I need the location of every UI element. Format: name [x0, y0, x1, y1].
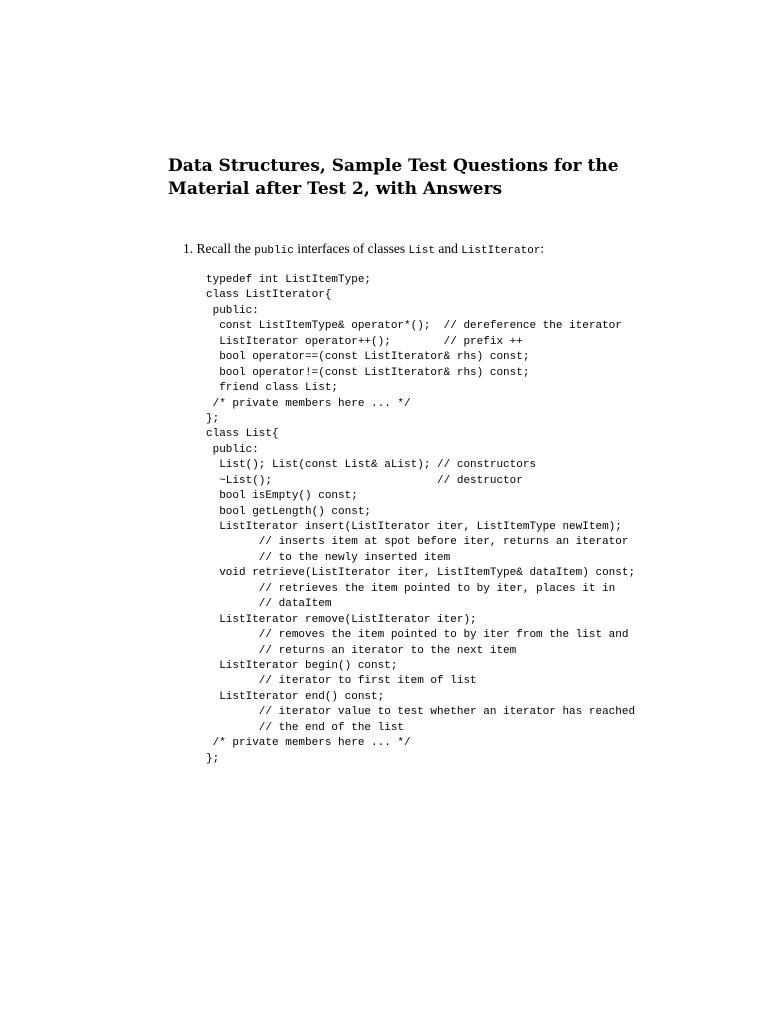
- title-line-1: Data Structures, Sample Test Questions for the: [168, 156, 619, 176]
- code-line: bool getLength() const;: [206, 505, 372, 518]
- code-line: ~List(); // destructor: [206, 474, 523, 487]
- code-line: // iterator value to test whether an iterator has reached: [206, 706, 636, 719]
- code-line: // removes the item pointed to by iter from the list and: [206, 629, 629, 642]
- code-line: };: [206, 752, 220, 765]
- code-line: public:: [206, 443, 259, 456]
- code-line: // returns an iterator to the next item: [206, 644, 517, 657]
- code-line: void retrieve(ListIterator iter, ListItemType& dataItem) const;: [206, 567, 636, 580]
- code-listing: [206, 273, 635, 767]
- code-line: ListIterator remove(ListIterator iter);: [206, 613, 477, 626]
- keyword-public: public: [254, 245, 294, 257]
- code-line: bool operator!=(const ListIterator& rhs) const;: [206, 366, 530, 379]
- code-line: // dataItem: [206, 598, 332, 611]
- code-line: ListIterator operator++(); // prefix ++: [206, 335, 523, 348]
- code-line: class ListIterator{: [206, 289, 332, 302]
- code-line: class List{: [206, 428, 279, 441]
- question-text-recall: Recall the: [196, 241, 255, 256]
- code-line: };: [206, 412, 220, 425]
- question-number: 1.: [183, 241, 194, 256]
- code-line: friend class List;: [206, 382, 339, 395]
- code-line: public:: [206, 304, 259, 317]
- document-title: [168, 155, 638, 201]
- code-line: // to the newly inserted item: [206, 551, 451, 564]
- class-name-list-iterator: ListIterator: [461, 245, 541, 257]
- question-1-prompt: [183, 240, 544, 260]
- code-line: /* private members here ... */: [206, 397, 411, 410]
- code-line: // iterator to first item of list: [206, 675, 477, 688]
- code-line: // retrieves the item pointed to by iter, places it in: [206, 582, 616, 595]
- code-line: const ListItemType& operator*(); // dereference the iterator: [206, 320, 622, 333]
- question-text-interfaces: interfaces of classes: [293, 241, 409, 256]
- code-line: bool isEmpty() const;: [206, 490, 358, 503]
- code-line: /* private members here ... */: [206, 737, 411, 750]
- code-line: ListIterator end() const;: [206, 690, 385, 703]
- code-line: // inserts item at spot before iter, returns an iterator: [206, 536, 629, 549]
- code-line: ListIterator begin() const;: [206, 659, 398, 672]
- code-line: // the end of the list: [206, 721, 405, 734]
- question-text-and: and: [434, 241, 462, 256]
- class-name-list: List: [408, 245, 435, 257]
- code-line: typedef int ListItemType;: [206, 274, 372, 286]
- code-line: ListIterator insert(ListIterator iter, ListItemType newItem);: [206, 521, 622, 533]
- title-line-2: Material after Test 2, with Answers: [168, 179, 503, 199]
- question-text-colon: :: [540, 241, 545, 256]
- code-line: bool operator==(const ListIterator& rhs) const;: [206, 351, 530, 364]
- code-line: List(); List(const List& aList); // constructors: [206, 459, 537, 472]
